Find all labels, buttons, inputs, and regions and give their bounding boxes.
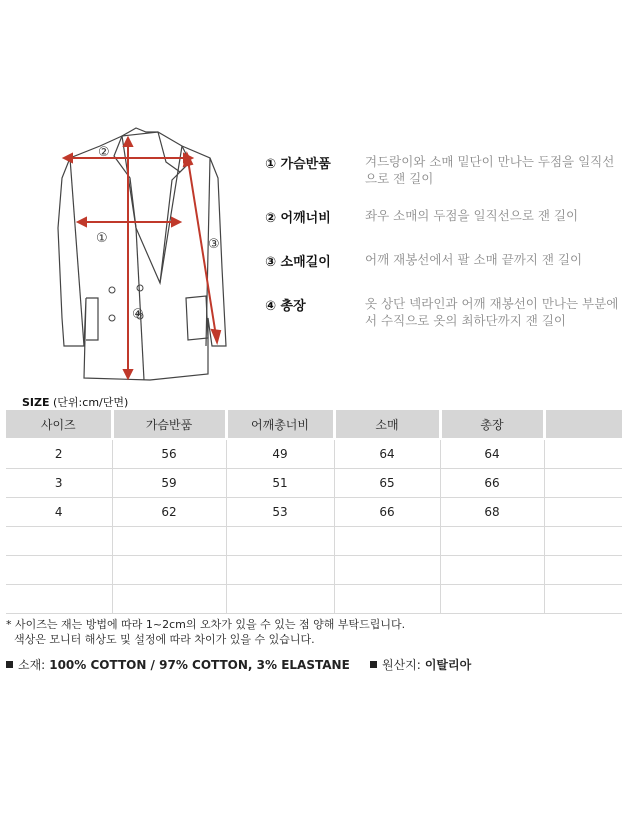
legend-desc: 좌우 소매의 두점을 일직선으로 잰 길이 <box>365 208 579 223</box>
legend-term-label: 가슴반품 <box>280 157 331 172</box>
table-cell: 4 <box>6 498 112 527</box>
arrowhead <box>78 218 86 226</box>
table-cell: 51 <box>226 469 334 498</box>
table-cell: 66 <box>334 498 440 527</box>
table-cell: 64 <box>334 439 440 469</box>
header-length: 총장 <box>440 410 544 439</box>
table-cell: 53 <box>226 498 334 527</box>
table-header-row <box>6 410 622 439</box>
origin-info <box>370 656 471 673</box>
header-sleeve: 소매 <box>334 410 440 439</box>
table-cell <box>112 527 226 556</box>
table-row <box>6 556 622 585</box>
header-chest: 가슴반품 <box>112 410 226 439</box>
table-cell <box>440 527 544 556</box>
arrowhead <box>172 218 180 226</box>
bullet-square-icon <box>370 661 377 668</box>
table-cell <box>544 527 622 556</box>
table-cell: 68 <box>440 498 544 527</box>
origin-label: 원산지: <box>382 658 421 672</box>
arrowhead <box>124 370 132 378</box>
legend-desc: 겨드랑이와 소매 밑단이 만나는 두점을 일직선으로 잰 길이 <box>365 154 615 186</box>
jacket-outline <box>58 128 226 380</box>
table-row <box>6 498 622 527</box>
note-line: 색상은 모니터 해상도 및 설정에 따라 차이가 있을 수 있습니다. <box>14 633 315 646</box>
table-cell <box>226 585 334 614</box>
table-row <box>6 469 622 498</box>
legend-term-label: 총장 <box>280 299 306 314</box>
header-extra <box>544 410 622 439</box>
table-cell <box>440 556 544 585</box>
size-label-unit: (단위:cm/단면) <box>53 396 129 409</box>
table-cell: 2 <box>6 439 112 469</box>
marker-length: ④ <box>132 307 144 322</box>
size-table <box>6 410 622 614</box>
marker-shoulder: ② <box>98 145 110 160</box>
legend-desc: 어깨 재봉선에서 팔 소매 끝까지 잰 길이 <box>365 252 583 267</box>
legend-number: ① <box>265 157 277 172</box>
table-cell <box>544 439 622 469</box>
table-cell: 64 <box>440 439 544 469</box>
legend-term <box>265 295 306 314</box>
header-size: 사이즈 <box>6 410 112 439</box>
table-row <box>6 439 622 469</box>
material-info <box>6 656 350 673</box>
legend-term <box>265 251 331 270</box>
table-cell <box>112 556 226 585</box>
material-label: 소재: <box>18 658 46 672</box>
table-cell <box>334 585 440 614</box>
legend-desc: 옷 상단 넥라인과 어깨 재봉선이 만나는 부분에서 수직으로 옷의 최하단까지 잰 길이 <box>365 296 619 328</box>
table-cell <box>544 498 622 527</box>
size-label-prefix: SIZE <box>22 396 50 409</box>
table-cell: 62 <box>112 498 226 527</box>
legend-term-label: 어깨너비 <box>280 211 331 226</box>
marker-sleeve: ③ <box>208 237 220 252</box>
marker-chest: ① <box>96 231 108 246</box>
legend-number: ③ <box>265 255 277 270</box>
table-cell: 59 <box>112 469 226 498</box>
table-row <box>6 585 622 614</box>
arrowhead <box>64 154 72 162</box>
size-label <box>22 394 128 410</box>
arrowhead <box>124 138 132 146</box>
table-cell <box>226 527 334 556</box>
legend-term <box>265 153 331 172</box>
table-cell <box>112 585 226 614</box>
header-shoulder: 어깨총너비 <box>226 410 334 439</box>
table-cell: 66 <box>440 469 544 498</box>
material-value: 100% COTTON / 97% COTTON, 3% ELASTANE <box>49 658 350 672</box>
table-cell <box>544 556 622 585</box>
notes <box>6 617 405 647</box>
table-cell <box>6 556 112 585</box>
arrowhead <box>212 330 220 342</box>
legend-term <box>265 207 331 226</box>
table-cell: 49 <box>226 439 334 469</box>
table-cell <box>6 585 112 614</box>
origin-value: 이탈리아 <box>424 658 472 672</box>
note-line: * 사이즈는 재는 방법에 따라 1~2cm의 오차가 있을 수 있는 점 양해 부탁드립니다. <box>6 618 406 631</box>
bullet-square-icon <box>6 661 13 668</box>
table-cell <box>440 585 544 614</box>
jacket-measurement-illustration <box>40 118 255 390</box>
legend-number: ② <box>265 211 277 226</box>
legend-term-label: 소매길이 <box>280 255 331 270</box>
table-cell: 56 <box>112 439 226 469</box>
table-cell <box>6 527 112 556</box>
table-cell <box>544 585 622 614</box>
table-cell <box>334 556 440 585</box>
table-cell <box>544 469 622 498</box>
table-row <box>6 527 622 556</box>
table-cell: 3 <box>6 469 112 498</box>
legend-number: ④ <box>265 299 277 314</box>
table-cell <box>226 556 334 585</box>
table-cell <box>334 527 440 556</box>
table-cell: 65 <box>334 469 440 498</box>
